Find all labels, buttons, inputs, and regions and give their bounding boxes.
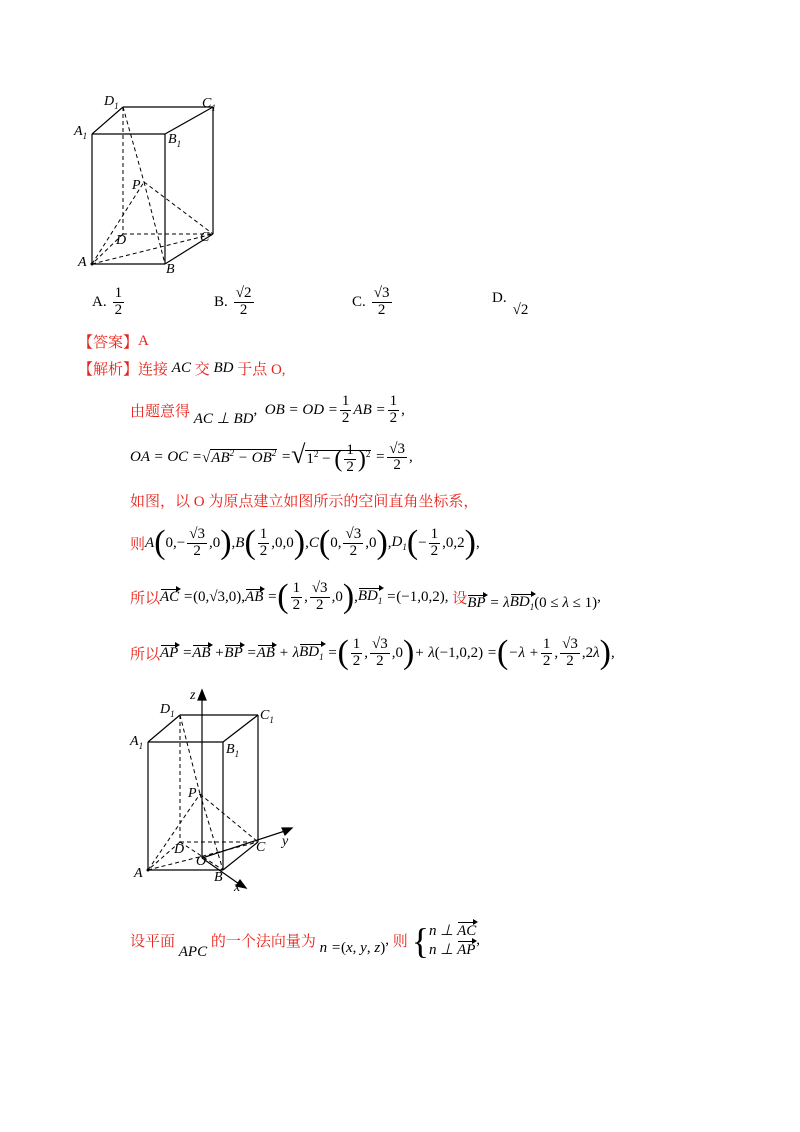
label2-A1: $A_1$ (130, 734, 144, 751)
label2-C1: $C_1$ (260, 708, 274, 725)
axis-y-label: y (282, 834, 289, 849)
analysis-line-1: 【解析】 连接 AC 交 BD 于点 O, (78, 360, 286, 378)
label2-C: C (256, 840, 266, 855)
analysis-line-6: 所以 AC = (0,√3,0) , AB = ( $\frac{1}{2}$ , $\frac{√3}{2}$ ,0 ) , $BD_1$ = (−1,0,2) , 设 BP = λ $BD_1$ (0 ≤ λ ≤ 1) , (130, 578, 601, 615)
label-C1: $C_1$ (202, 96, 216, 113)
label2-A: A (134, 866, 143, 881)
label2-D: D (174, 842, 185, 857)
analysis-line-3: OA = OC = $√AB^2 - OB^2$ = $√1^2$ − ( $\frac{1}{2}$ )$^2$ = $\frac{√3}{2}$ , (130, 440, 413, 476)
label-C: C (200, 230, 210, 245)
label2-B1: $B_1$ (226, 742, 240, 759)
analysis-line-7: 所以 AP = AB + BP = AB + λ $BD_1$ = ( $\frac{1}{2}$ , $\frac{√3}{2}$ ,0 ) + λ (−1,0,2) = ( −λ + $\frac{1}{2}$ , $\frac{√3}{2}$ ,2 λ ) , (130, 634, 615, 671)
analysis-line-5: 则 A ( 0,− $\frac{√3}{2}$ ,0 ) , B ( $\frac{1}{2}$ ,0,0 ) , C ( 0, $\frac{√3}{2}$ ,0 ) , $D_1$ ( − $\frac{1}{2}$ ,0,2 ) , (130, 524, 480, 561)
axis-z-label: z (190, 688, 196, 703)
label-B1: $B_1$ (168, 132, 182, 149)
figure-prism-1 (70, 92, 230, 282)
axis-x-label: x (234, 880, 241, 895)
option-b: B. $\frac{√2}{2}$ (214, 285, 252, 318)
label2-B: B (214, 870, 223, 885)
label-A1: $A_1$ (74, 124, 88, 141)
option-d: D. √2 (492, 290, 529, 318)
label2-O: O (196, 854, 207, 869)
label-P: P (132, 178, 141, 193)
figure-prism-2 (130, 680, 310, 900)
analysis-line-2: 由题意得 AC ⊥ BD , OB = OD = $\frac{1}{2}$ AB = $\frac{1}{2}$ , (130, 393, 405, 427)
answer-line: 【答案】 A (78, 333, 149, 351)
label-A: A (78, 255, 87, 270)
label-D1: $D_1$ (104, 94, 119, 111)
label2-D1: $D_1$ (160, 702, 175, 719)
label-B: B (166, 262, 175, 277)
label-D: D (116, 233, 127, 248)
analysis-line-4: 如图，以 O 为原点建立如图所示的空间直角坐标系， (130, 494, 479, 510)
option-c: C. $\frac{√3}{2}$ (352, 285, 390, 318)
analysis-line-8: 设平面 APC 的一个法向量为 n = (x, y, z) , 则 { n ⊥ AC n ⊥ AP , (130, 920, 480, 961)
option-a: A. $\frac{1}{2}$ (92, 285, 123, 318)
label2-P: P (188, 786, 197, 801)
